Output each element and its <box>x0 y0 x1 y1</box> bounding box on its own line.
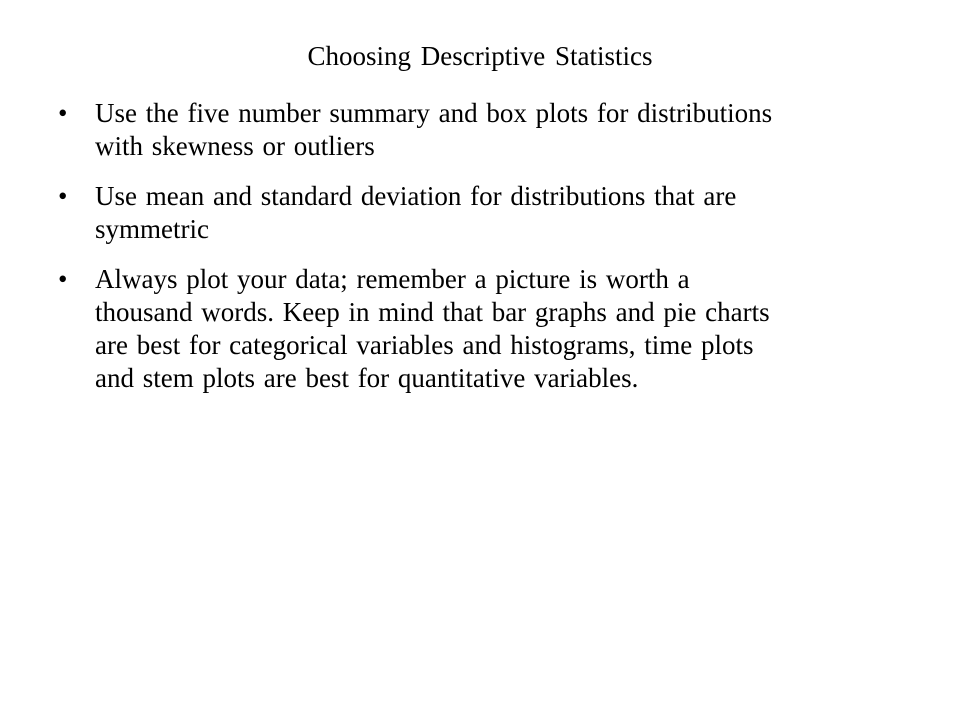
bullet-line: symmetric <box>95 214 209 244</box>
bullet-dot-icon: • <box>58 264 68 294</box>
bullet-line: Always plot your data; remember a picture is worth a <box>95 264 690 294</box>
slide-title: Choosing Descriptive Statistics <box>307 41 653 71</box>
bullet-line: Use the five number summary and box plots for distributions <box>95 98 773 128</box>
bullet-list <box>58 97 898 412</box>
bullet-line: are best for categorical variables and histograms, time plots <box>95 330 754 360</box>
bullet-line: with skewness or outliers <box>95 131 375 161</box>
bullet-dot-icon: • <box>58 181 68 211</box>
bullet-item-mean-standard-deviation <box>58 180 898 246</box>
bullet-item-five-number-summary <box>58 97 898 163</box>
bullet-line: thousand words. Keep in mind that bar graphs and pie charts <box>95 297 770 327</box>
bullet-line: Use mean and standard deviation for distributions that are <box>95 181 737 211</box>
bullet-line: and stem plots are best for quantitative variables. <box>95 363 639 393</box>
bullet-dot-icon: • <box>58 98 68 128</box>
bullet-item-plot-your-data <box>58 263 898 395</box>
